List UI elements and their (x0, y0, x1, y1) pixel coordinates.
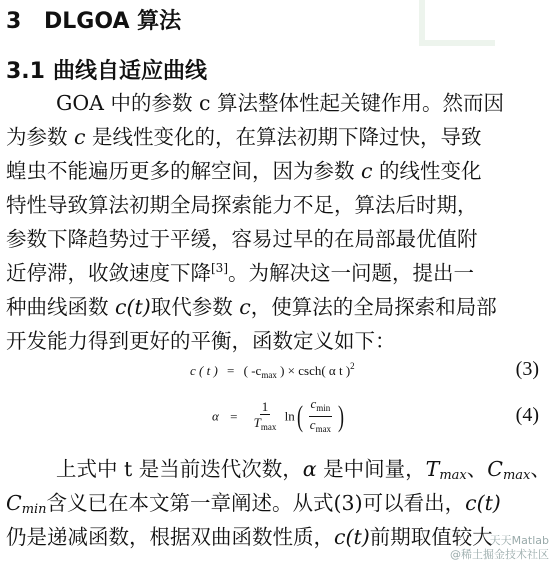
subsection-title: 曲线自适应曲线 (52, 59, 207, 84)
subsection-heading (6, 54, 207, 85)
equation-4-number: (4) (515, 404, 539, 426)
equation-3 (0, 358, 555, 382)
text-line: 上式中 t 是当前迭代次数，α 是中间量，$T_{max}$、$C_{max}$、 (56, 457, 551, 483)
watermark-source: @稀土掘金技术社区 (450, 548, 549, 561)
paragraph-intro (6, 86, 546, 358)
subsection-number: 3.1 (6, 59, 45, 84)
citation-ref[interactable]: [3] (211, 261, 228, 276)
equation-4-body: α = $\frac{1}{T_{max}}$ ln( $\frac{c_{min}}{c_{max}}$ ) (212, 396, 346, 437)
text-line: 参数下降趋势过于平缓，容易过早的在局部最优值附 (6, 227, 478, 251)
watermark-decoration (419, 0, 495, 46)
equation-4 (0, 394, 555, 444)
text-line: 开发能力得到更好的平衡，函数定义如下： (6, 329, 396, 353)
fraction-1-over-tmax: $\frac{1}{T_{max}}$ (253, 398, 277, 432)
text-line: 种曲线函数 c(t)取代参数 c，使算法的全局探索和局部 (6, 295, 497, 319)
watermark-title: 天天Matlab (489, 534, 549, 547)
text-line: 近停滞，收敛速度下降[3]。为解决这一问题，提出一 (6, 261, 474, 285)
fraction-cmin-over-cmax: $\frac{c_{min}}{c_{max}}$ (309, 396, 332, 434)
text-line: 为参数 c 是线性变化的，在算法初期下降过快，导致 (6, 125, 482, 149)
equation-3-number: (3) (515, 358, 539, 380)
watermark (450, 534, 549, 562)
text-line: 仍是递减函数，根据双曲函数性质，c(t)前期取值较大 (6, 525, 493, 549)
equation-3-body: c ( t ) = ( $-c_{max}$ ) × csch( α t )$^2$ (190, 361, 355, 380)
text-line: 特性导致算法初期全局探索能力不足，算法后时期， (6, 193, 478, 217)
text-line: $C_{min}$含义已在本文第一章阐述。从式(3)可以看出，c(t) (6, 491, 501, 517)
section-number: 3 (6, 9, 22, 34)
section-heading (6, 4, 181, 35)
section-title: DLGOA 算法 (44, 9, 182, 34)
text-line: 蝗虫不能遍历更多的解空间，因为参数 c 的线性变化 (6, 159, 482, 183)
text-line: GOA 中的参数 c 算法整体性起关键作用。然而因 (56, 91, 505, 115)
